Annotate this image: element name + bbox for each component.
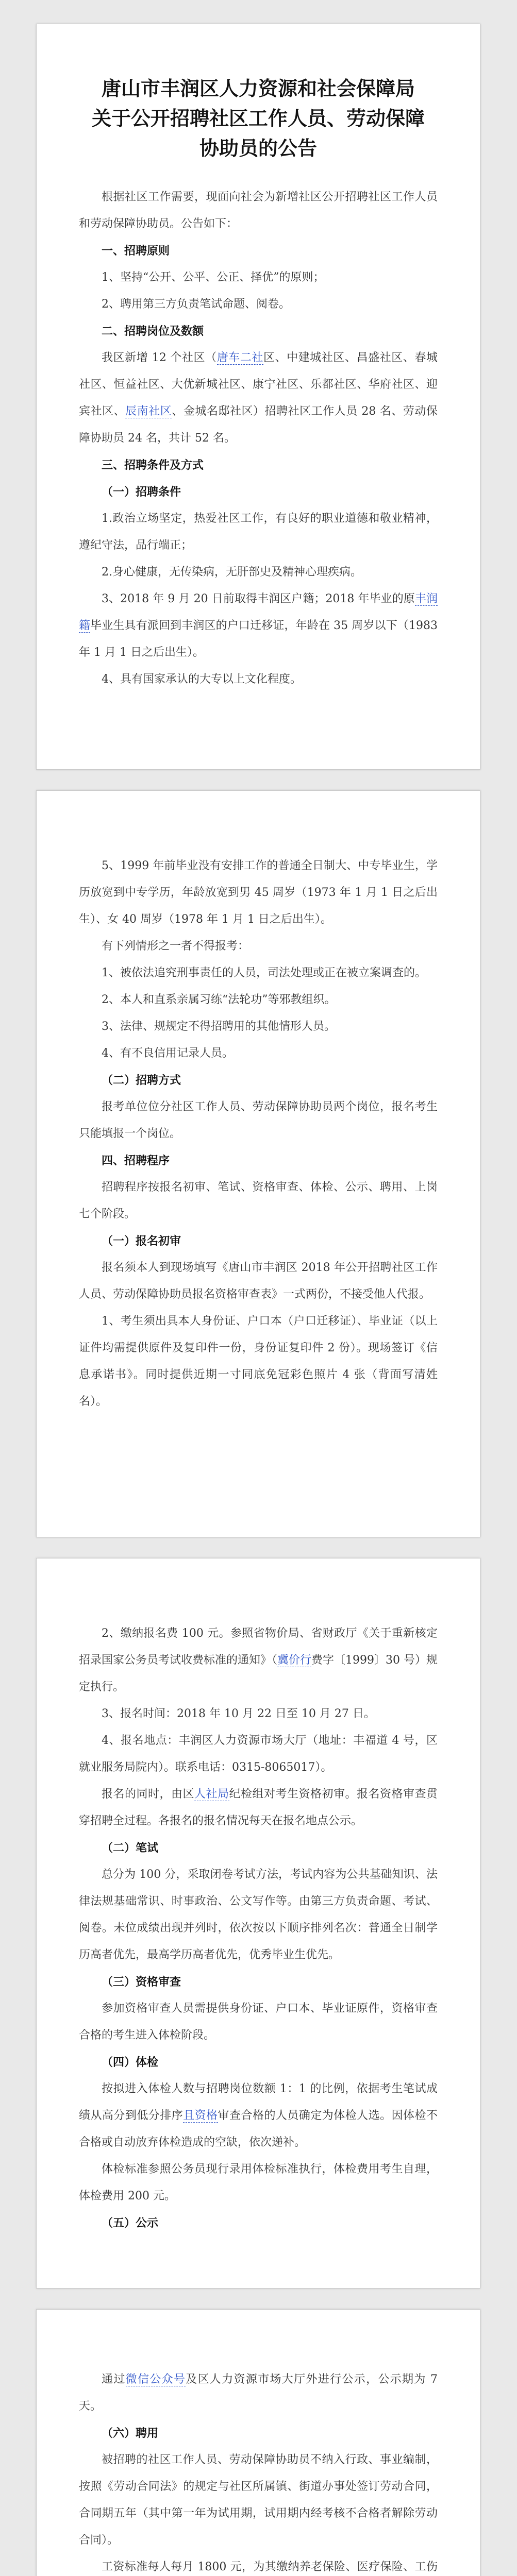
link-hr-bureau[interactable]: 人社局 xyxy=(194,1788,229,1801)
fee-text-b: 费字〔1999〕30 号）规定执行。 xyxy=(79,1654,438,1693)
registration-item-3: 3、报名时间：2018 年 10 月 22 日至 10 月 27 日。 xyxy=(102,1707,375,1720)
section-heading-principles: 一、招聘原则 xyxy=(102,244,170,258)
positions-paragraph xyxy=(79,345,438,452)
link-tangche-community[interactable]: 唐车二社 xyxy=(216,351,263,364)
registration-item-2 xyxy=(79,1620,438,1701)
condition-3-text-b: 毕业生具有派回到丰润区的户口迁移证，年龄在 35 周岁以下（1983 年 1 月 1 日之后出生）。 xyxy=(79,619,438,659)
procedure-paragraph: 招聘程序按报名初审、笔试、资格审查、体检、公示、聘用、上岗七个阶段。 xyxy=(79,1181,438,1221)
section-heading-positions: 二、招聘岗位及数额 xyxy=(102,325,204,338)
subsection-publicity: （五）公示 xyxy=(102,2216,159,2230)
exclusion-intro: 有下列情形之一者不得报考： xyxy=(102,940,249,953)
medical-text-b: 审查合格的人员确定为体检人选。因体检不合格或自动放弃体检造成的空缺，依次递补。 xyxy=(79,2109,438,2149)
section-heading-conditions: 三、招聘条件及方式 xyxy=(102,459,204,472)
document-page-1 xyxy=(36,24,480,770)
positions-text-b: 区、中建城社区、昌盛社区、春城社区、恒益社区、大优新城社区、康宁社区、乐都社区、华府社区、迎宾社区、 xyxy=(79,351,438,418)
condition-item-3 xyxy=(79,586,438,666)
link-qualification[interactable]: 且资格 xyxy=(183,2109,218,2122)
document-title xyxy=(79,74,438,163)
subsection-method: （二）招聘方式 xyxy=(102,1074,181,1087)
fee-text-a: 2、缴纳报名费 100 元。参照省物价局、省财政厅《关于重新核定招录国家公务员考试收费标准的通知》（ xyxy=(79,1627,438,1667)
medical-text-a: 按拟进入体检人数与招聘岗位数额 1：1 的比例，依据考生笔试成绩从高分到低分排序 xyxy=(79,2082,438,2122)
written-exam-paragraph: 总分为 100 分，采取闭卷考试方法，考试内容为公共基础知识、法律法规基础常识、时事政治、公文写作等。由第三方负责命题、考试、阅卷。未位成绩出现并列时，依次按以下顺序排列名次：普通全日制学历高者优先，最高学历高者优先，优秀毕业生优先。 xyxy=(79,1868,438,1961)
publicity-paragraph xyxy=(79,2366,438,2420)
condition-item-1: 1.政治立场坚定，热爱社区工作，有良好的职业道德和敬业精神，遵纪守法，品行端正； xyxy=(79,512,438,552)
section-heading-procedure: 四、招聘程序 xyxy=(102,1154,170,1167)
subsection-medical-exam: （四）体检 xyxy=(102,2056,159,2069)
positions-text-a: 我区新增 12 个社区（ xyxy=(102,351,217,364)
title-line-3: 协助员的公告 xyxy=(199,137,317,160)
medical-exam-paragraph xyxy=(79,2076,438,2156)
subsection-conditions: （一）招聘条件 xyxy=(102,485,181,499)
subsection-qualification-review: （三）资格审查 xyxy=(102,1975,181,1989)
review-text-a: 报名的同时，由区 xyxy=(102,1788,194,1801)
link-wechat-account[interactable]: 微信公众号 xyxy=(125,2373,186,2386)
employment-paragraph: 被招聘的社区工作人员、劳动保障协助员不纳入行政、事业编制，按照《劳动合同法》的规定与社区所属镇、街道办事处签订劳动合同，合同期五年（其中第一年为试用期，试用期内经考核不合格者解除劳动合同）。 xyxy=(79,2453,438,2547)
intro-paragraph: 根据社区工作需要，现面向社会为新增社区公开招聘社区工作人员和劳动保障协助员。公告如下： xyxy=(79,191,438,230)
exclusion-item-3: 3、法律、规规定不得招聘用的其他情形人员。 xyxy=(102,1020,336,1033)
exclusion-item-4: 4、有不良信用记录人员。 xyxy=(102,1047,234,1060)
link-fengrun-native[interactable]: 丰润籍 xyxy=(79,592,438,632)
exclusion-item-1: 1、被依法追究刑事责任的人员，司法处理或正在被立案调查的。 xyxy=(102,967,426,979)
condition-item-2: 2.身心健康，无传染病，无肝部史及精神心理疾病。 xyxy=(102,566,362,579)
salary-paragraph: 工资标准每人每月 1800 元，为其缴纳养老保险、医疗保险、工伤 xyxy=(102,2561,438,2573)
qualification-review-paragraph: 参加资格审查人员需提供身份证、户口本、毕业证原件，资格审查合格的考生进入体检阶段。 xyxy=(79,2002,438,2042)
registration-review-paragraph xyxy=(79,1781,438,1835)
publicity-text-a: 通过 xyxy=(102,2373,126,2386)
condition-3-text-a: 3、2018 年 9 月 20 日前取得丰润区户籍；2018 年毕业的原 xyxy=(102,592,415,605)
condition-item-5: 5、1999 年前毕业没有安排工作的普通全日制大、中专毕业生，学历放宽到中专学历，年龄放宽到男 45 周岁（1973 年 1 月 1 日之后出生）、女 40 周岁（1978 年 1 月 1 日之后出生）。 xyxy=(79,859,438,926)
principle-item-2: 2、聘用第三方负责笔试命题、阅卷。 xyxy=(102,298,290,311)
positions-text-c: 、金城名邸社区）招聘社区工作人员 28 名、劳动保障协助员 24 名，共计 52 名。 xyxy=(79,405,438,445)
exclusion-item-2: 2、本人和直系亲属习练“法轮功”等邪教组织。 xyxy=(102,993,336,1006)
document-page-2 xyxy=(36,790,480,1537)
publicity-text-b: 及区人力资源市场大厅外进行公示，公示期为 7 天。 xyxy=(79,2373,438,2413)
subsection-registration: （一）报名初审 xyxy=(102,1234,181,1248)
subsection-employment: （六）聘用 xyxy=(102,2427,159,2440)
medical-exam-standard: 体检标准参照公务员现行录用体检标准执行，体检费用考生自理，体检费用 200 元。 xyxy=(79,2163,438,2202)
link-price-bureau[interactable]: 冀价行 xyxy=(277,1654,312,1667)
method-paragraph: 报考单位位分社区工作人员、劳动保障协助员两个岗位，报名考生只能填报一个岗位。 xyxy=(79,1100,438,1140)
review-text-b: 纪检组对考生资格初审。报名资格审查贯穿招聘全过程。各报名的报名情况每天在报名地点公示。 xyxy=(79,1788,438,1827)
document-page-3 xyxy=(36,1558,480,2289)
registration-item-4: 4、报名地点：丰润区人力资源市场大厅（地址：丰福道 4 号，区就业服务局院内）。联系电话：0315-8065017）。 xyxy=(79,1734,438,1774)
subsection-written-exam: （二）笔试 xyxy=(102,1841,159,1855)
title-line-1: 唐山市丰润区人力资源和社会保障局 xyxy=(101,77,415,100)
registration-paragraph: 报名须本人到现场填写《唐山市丰润区 2018 年公开招聘社区工作人员、劳动保障协助员报名资格审查表》一式两份，不接受他人代报。 xyxy=(79,1261,438,1301)
title-line-2: 关于公开招聘社区工作人员、劳动保障 xyxy=(91,107,425,130)
condition-item-4: 4、具有国家承认的大专以上文化程度。 xyxy=(102,673,302,686)
registration-item-1: 1、考生须出具本人身份证、户口本（户口迁移证）、毕业证（以上证件均需提供原件及复印件一份，身份证复印件 2 份）。现场签订《信息承诺书》。同时提供近期一寸同底免冠彩色照片 4 张（背面写清姓名）。 xyxy=(79,1315,438,1408)
link-chennan-community[interactable]: 辰南社区 xyxy=(125,405,172,418)
principle-item-1: 1、坚持“公开、公平、公正、择优”的原则； xyxy=(102,271,325,284)
document-page-4 xyxy=(36,2309,480,2576)
